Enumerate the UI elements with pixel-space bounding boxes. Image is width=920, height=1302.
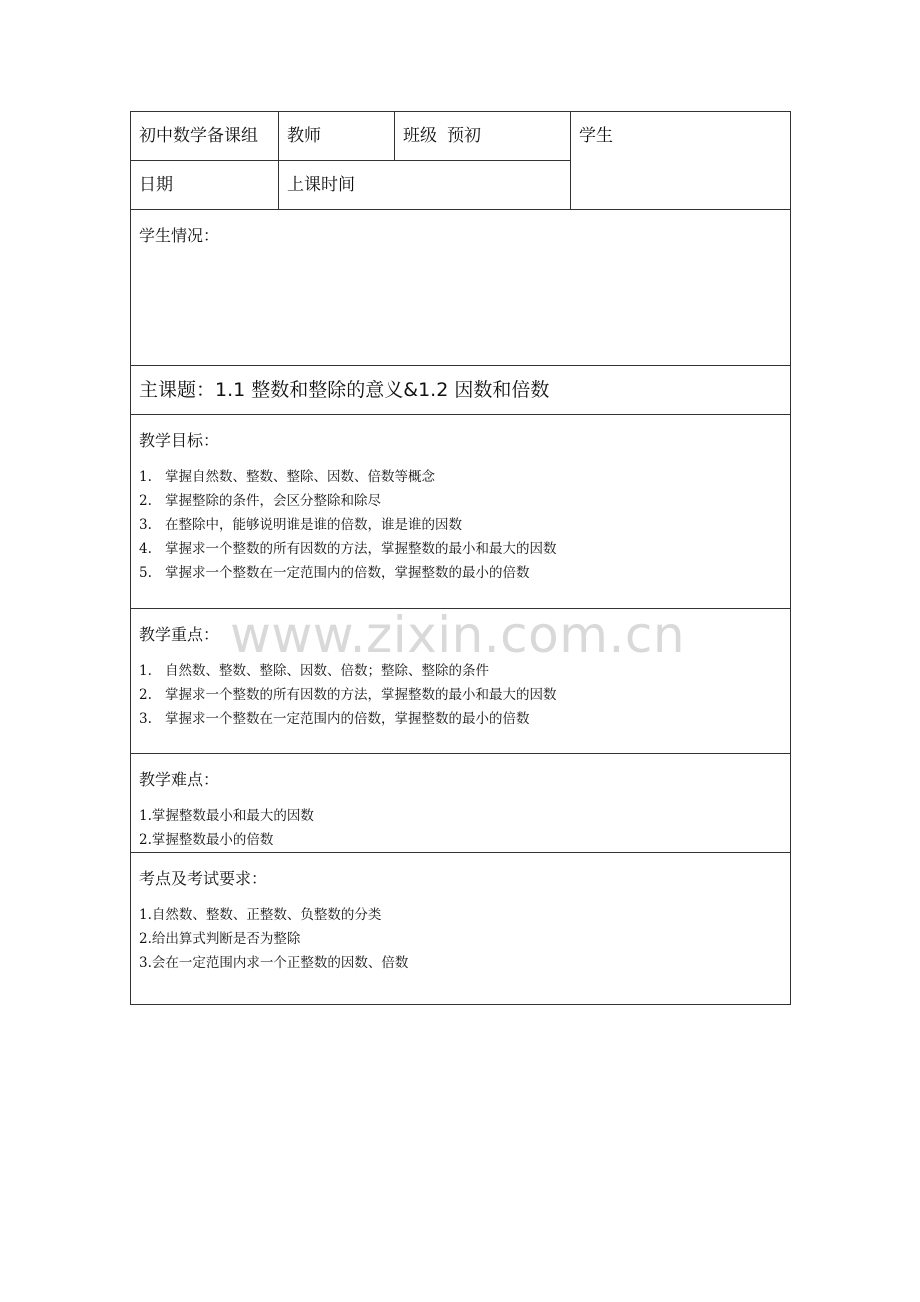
list-item: 1. 自然数、整数、整除、因数、倍数；整除、整除的条件	[139, 663, 489, 679]
difficulties-section	[131, 754, 791, 853]
list-item: 3. 掌握求一个整数在一定范围内的倍数，掌握整数的最小的倍数	[139, 711, 530, 727]
lesson-plan-sheet	[130, 111, 790, 1004]
student-status-section	[131, 210, 791, 366]
teacher-cell	[279, 112, 395, 161]
key-points-title: 教学重点：	[139, 625, 220, 644]
lesson-plan-table	[130, 111, 791, 1005]
list-item: 3.会在一定范围内求一个正整数的因数、倍数	[139, 955, 409, 971]
list-item: 2.掌握整数最小的倍数	[139, 832, 274, 848]
objectives-list	[139, 465, 782, 585]
exam-title: 考点及考试要求：	[139, 869, 268, 888]
group-cell	[131, 112, 279, 161]
main-topic-title: 主课题：1.1 整数和整除的意义&1.2 因数和倍数	[139, 379, 550, 401]
class-value: 预初	[447, 126, 481, 146]
date-cell	[131, 161, 279, 210]
list-item: 1.自然数、整数、正整数、负整数的分类	[139, 907, 382, 923]
list-item: 2. 掌握整除的条件，会区分整除和除尽	[139, 493, 381, 509]
list-item: 5. 掌握求一个整数在一定范围内的倍数，掌握整数的最小的倍数	[139, 565, 530, 581]
time-label: 上课时间	[287, 175, 355, 195]
class-cell	[395, 112, 571, 161]
list-item: 3. 在整除中，能够说明谁是谁的倍数，谁是谁的因数	[139, 517, 462, 533]
list-item: 2. 掌握求一个整数的所有因数的方法，掌握整数的最小和最大的因数	[139, 687, 557, 703]
class-label: 班级	[403, 126, 437, 146]
exam-list	[139, 903, 782, 975]
date-label: 日期	[139, 175, 173, 195]
list-item: 2.给出算式判断是否为整除	[139, 931, 301, 947]
group-label: 初中数学备课组	[139, 126, 258, 146]
student-label: 学生	[579, 126, 613, 146]
list-item: 4. 掌握求一个整数的所有因数的方法，掌握整数的最小和最大的因数	[139, 541, 557, 557]
difficulties-title: 教学难点：	[139, 770, 220, 789]
student-status-title: 学生情况：	[139, 226, 220, 245]
student-cell	[571, 112, 791, 210]
objectives-section	[131, 415, 791, 609]
difficulties-list	[139, 804, 782, 852]
teacher-label: 教师	[287, 126, 321, 146]
key-points-list	[139, 659, 782, 731]
time-cell	[279, 161, 571, 210]
watermark: www.zixin.com.cn	[230, 606, 686, 664]
list-item: 1. 掌握自然数、整数、整除、因数、倍数等概念	[139, 469, 435, 485]
topic-section	[131, 366, 791, 415]
key-points-section	[131, 609, 791, 754]
objectives-title: 教学目标：	[139, 431, 220, 450]
exam-section	[131, 853, 791, 1005]
list-item: 1.掌握整数最小和最大的因数	[139, 808, 314, 824]
